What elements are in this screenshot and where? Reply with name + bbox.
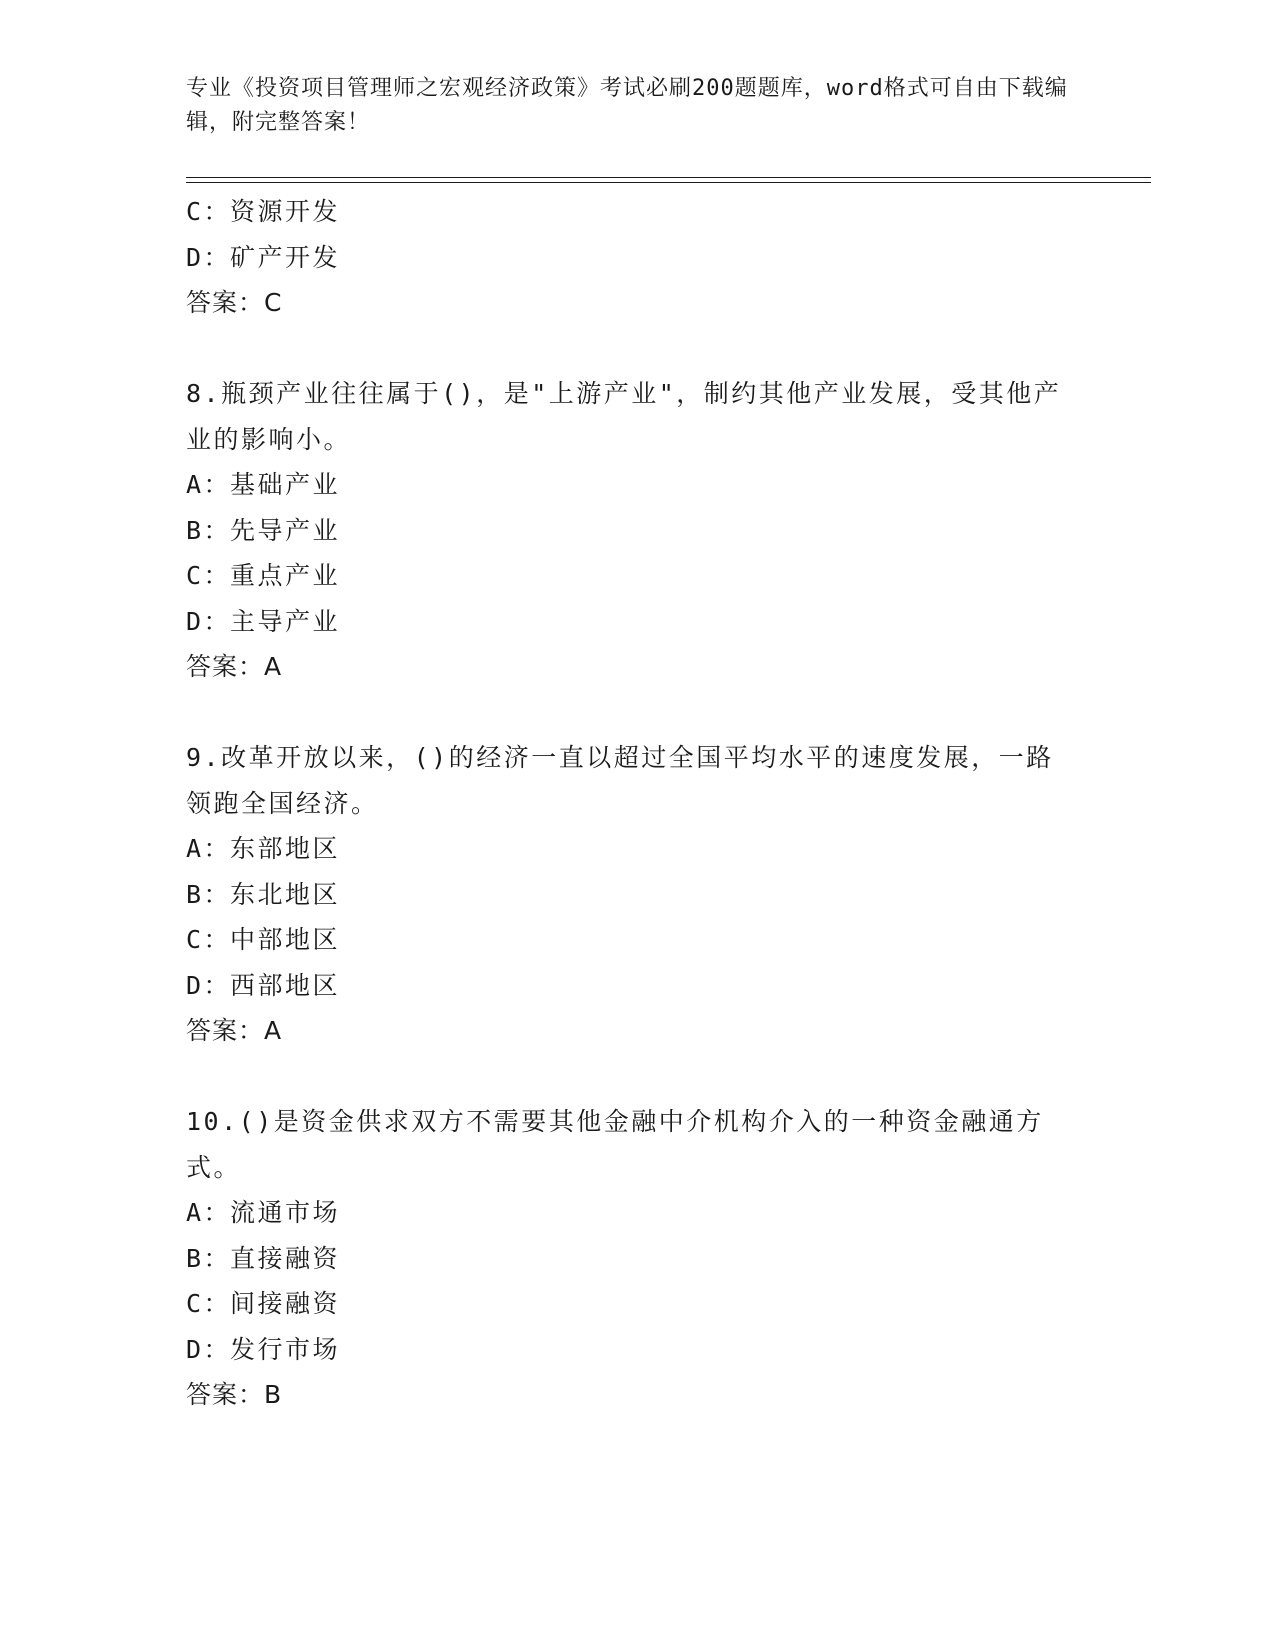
option-text: 基础产业 <box>230 470 341 499</box>
option-label: D： <box>186 970 232 1000</box>
option-label: C： <box>186 561 232 590</box>
answer-line: 答案：A <box>186 1016 283 1045</box>
option-text: 资源开发 <box>230 197 341 226</box>
option-label: C： <box>186 197 232 226</box>
answer-line: 答案：B <box>186 1380 283 1409</box>
option-text: 重点产业 <box>230 561 341 590</box>
option-label: B： <box>186 515 232 545</box>
option-d <box>186 963 1086 1009</box>
option-c <box>186 553 1086 599</box>
option-label: D： <box>186 606 232 636</box>
option-label: B： <box>186 1243 232 1273</box>
document-body <box>186 189 1086 1418</box>
answer-line: 答案：C <box>186 288 283 317</box>
question-stem-9: 9.改革开放以来，()的经济一直以超过全国平均水平的速度发展，一路领跑全国经济。 <box>186 743 1054 818</box>
answer-line: 答案：A <box>186 652 283 681</box>
option-text: 西部地区 <box>230 970 341 1000</box>
option-label: A： <box>186 834 232 863</box>
option-d <box>186 1327 1086 1373</box>
option-text: 发行市场 <box>230 1334 341 1364</box>
option-b <box>186 508 1086 554</box>
option-label: C： <box>186 925 232 954</box>
option-d <box>186 235 1086 281</box>
option-a <box>186 826 1086 872</box>
question-stem-10: 10.()是资金供求双方不需要其他金融中介机构介入的一种资金融通方式。 <box>186 1107 1044 1182</box>
option-a <box>186 462 1086 508</box>
option-c <box>186 189 1086 235</box>
option-label: C： <box>186 1289 232 1318</box>
option-label: D： <box>186 1334 232 1364</box>
option-label: A： <box>186 1198 232 1227</box>
option-text: 流通市场 <box>230 1198 341 1227</box>
option-text: 东部地区 <box>230 834 341 863</box>
option-b <box>186 1236 1086 1282</box>
option-b <box>186 872 1086 918</box>
option-label: A： <box>186 470 232 499</box>
option-text: 间接融资 <box>230 1289 341 1318</box>
option-text: 直接融资 <box>230 1243 341 1273</box>
header-rule-bottom <box>186 182 1151 183</box>
option-d <box>186 599 1086 645</box>
option-text: 中部地区 <box>230 925 341 954</box>
option-text: 先导产业 <box>230 515 341 545</box>
option-text: 矿产开发 <box>230 242 341 272</box>
option-label: D： <box>186 242 232 272</box>
question-stem-8: 8.瓶颈产业往往属于()，是"上游产业"，制约其他产业发展，受其他产业的影响小。 <box>186 379 1062 454</box>
header-rule-top <box>186 177 1151 178</box>
option-label: B： <box>186 879 232 909</box>
option-c <box>186 917 1086 963</box>
option-a <box>186 1190 1086 1236</box>
option-c <box>186 1281 1086 1327</box>
option-text: 东北地区 <box>230 879 341 909</box>
document-header: 专业《投资项目管理师之宏观经济政策》考试必刷200题题库，word格式可自由下载编辑，附完整答案！ <box>186 76 1068 135</box>
option-text: 主导产业 <box>230 606 341 636</box>
